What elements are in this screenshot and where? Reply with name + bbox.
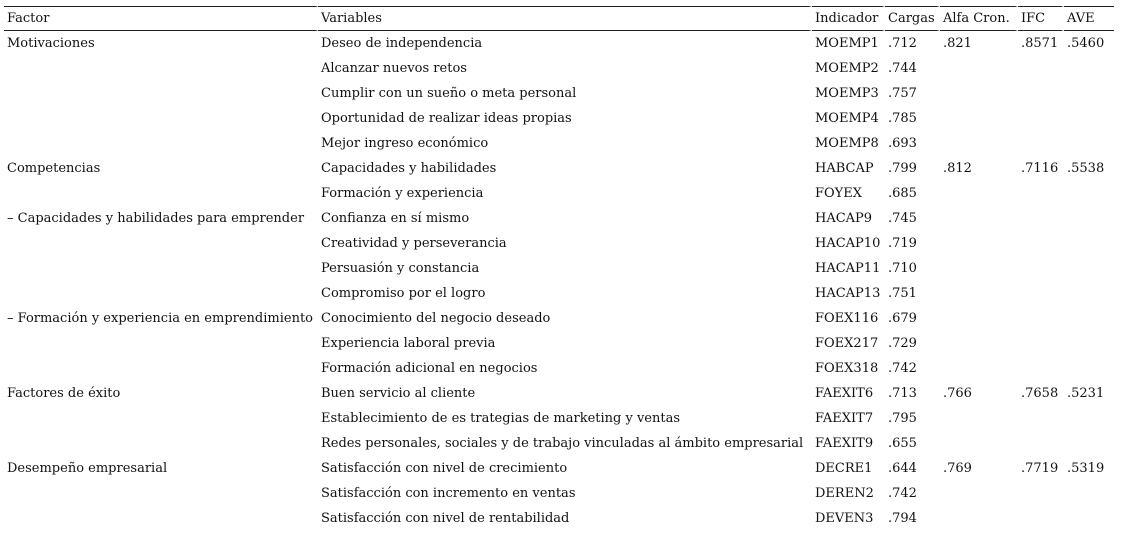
header-row (4, 6, 1114, 31)
cell-ave (1064, 306, 1114, 331)
cell-indicador: FAEXIT6 (815, 386, 874, 401)
cell-carga: .655 (888, 436, 917, 451)
cell-ifc: .8571 (1021, 36, 1059, 51)
cell-alfa-cron (940, 231, 1018, 256)
cell-carga: .679 (888, 311, 917, 326)
table-row (4, 406, 1114, 431)
cell-alfa-cron (940, 481, 1018, 506)
cell-ave (1064, 106, 1114, 131)
cell-factor (4, 331, 318, 356)
table-row (4, 431, 1114, 456)
cell-ave (1064, 181, 1114, 206)
table-row (4, 381, 1114, 406)
cell-ave (1064, 356, 1114, 381)
table-row (4, 356, 1114, 381)
cell-variable: Oportunidad de realizar ideas propias (321, 111, 572, 126)
cell-ave (1064, 131, 1114, 156)
cell-carga: .795 (888, 411, 917, 426)
cell-indicador: MOEMP2 (815, 61, 879, 76)
cell-variable: Formación adicional en negocios (321, 361, 538, 376)
cell-ave (1064, 231, 1114, 256)
cell-ave (1064, 81, 1114, 106)
cell-carga: .710 (888, 261, 917, 276)
cell-alfa-cron (940, 256, 1018, 281)
cell-variable: Mejor ingreso económico (321, 136, 489, 151)
cell-alfa-cron (940, 181, 1018, 206)
cell-carga: .644 (888, 461, 917, 476)
cell-factor (4, 106, 318, 131)
cell-indicador: HACAP9 (815, 211, 873, 226)
cell-carga: .713 (888, 386, 917, 401)
cell-factor: – Formación y experiencia en emprendimiento (7, 311, 314, 326)
cell-variable: Alcanzar nuevos retos (321, 61, 467, 76)
cell-indicador: MOEMP3 (815, 86, 879, 101)
table-row (4, 206, 1114, 231)
cell-ave (1064, 431, 1114, 456)
cell-variable: Creatividad y perseverancia (321, 236, 507, 251)
cell-variable: Experiencia laboral previa (321, 336, 496, 351)
cell-variable: Buen servicio al cliente (321, 386, 476, 401)
cell-alfa-cron (940, 81, 1018, 106)
cell-carga: .729 (888, 336, 917, 351)
cell-ave: .5231 (1067, 386, 1105, 401)
cell-alfa-cron: .821 (943, 36, 972, 51)
cell-alfa-cron: .766 (943, 386, 972, 401)
cell-ifc: .7116 (1021, 161, 1059, 176)
cell-ifc (1018, 206, 1064, 231)
cell-factor (4, 481, 318, 506)
cell-ave: .5460 (1067, 36, 1105, 51)
cell-ave (1064, 481, 1114, 506)
cell-alfa-cron (940, 281, 1018, 306)
cell-indicador: FOYEX (815, 186, 863, 201)
cell-indicador: FAEXIT7 (815, 411, 874, 426)
table-row (4, 456, 1114, 481)
cell-indicador: MOEMP1 (815, 36, 879, 51)
cell-factor: – Capacidades y habilidades para emprender (7, 211, 305, 226)
cell-alfa-cron: .812 (943, 161, 972, 176)
cell-ifc (1018, 331, 1064, 356)
table-row (4, 31, 1114, 56)
cell-factor (4, 406, 318, 431)
cell-indicador: MOEMP8 (815, 136, 879, 151)
cell-factor (4, 231, 318, 256)
table-row (4, 56, 1114, 81)
cell-ifc (1018, 256, 1064, 281)
header-ifc: IFC (1018, 6, 1064, 31)
cell-ave: .5319 (1067, 461, 1105, 476)
cell-variable: Redes personales, sociales y de trabajo vinculadas al ámbito empresarial (321, 436, 804, 451)
cell-factor: Desempeño empresarial (7, 461, 168, 476)
cell-factor: Motivaciones (7, 36, 95, 51)
cell-ifc: .7719 (1021, 461, 1059, 476)
cell-ifc (1018, 306, 1064, 331)
cell-alfa-cron (940, 506, 1018, 531)
cell-variable: Conocimiento del negocio deseado (321, 311, 551, 326)
cell-factor (4, 356, 318, 381)
table-row (4, 81, 1114, 106)
cell-ifc (1018, 431, 1064, 456)
cell-carga: .742 (888, 486, 917, 501)
table-row (4, 181, 1114, 206)
table-row (4, 506, 1114, 531)
cell-ifc (1018, 181, 1064, 206)
cell-ifc (1018, 81, 1064, 106)
cell-variable: Satisfacción con incremento en ventas (321, 486, 576, 501)
factor-loadings-table (4, 6, 1114, 531)
table-row (4, 481, 1114, 506)
cell-ifc (1018, 231, 1064, 256)
header-factor: Factor (4, 6, 318, 31)
cell-alfa-cron: .769 (943, 461, 972, 476)
cell-factor: Competencias (7, 161, 101, 176)
cell-indicador: DEREN2 (815, 486, 874, 501)
cell-ifc: .7658 (1021, 386, 1059, 401)
cell-ifc (1018, 506, 1064, 531)
cell-carga: .685 (888, 186, 917, 201)
cell-factor (4, 506, 318, 531)
table-body (4, 31, 1114, 531)
cell-ifc (1018, 481, 1064, 506)
cell-ave (1064, 56, 1114, 81)
cell-alfa-cron (940, 356, 1018, 381)
header-variables: Variables (318, 6, 812, 31)
cell-ifc (1018, 56, 1064, 81)
cell-indicador: MOEMP4 (815, 111, 879, 126)
cell-indicador: FOEX217 (815, 336, 879, 351)
cell-alfa-cron (940, 406, 1018, 431)
cell-variable: Capacidades y habilidades (321, 161, 497, 176)
cell-carga: .757 (888, 86, 917, 101)
cell-carga: .719 (888, 236, 917, 251)
cell-indicador: FOEX116 (815, 311, 879, 326)
cell-factor (4, 81, 318, 106)
table-row (4, 231, 1114, 256)
table-row (4, 331, 1114, 356)
cell-carga: .693 (888, 136, 917, 151)
cell-ifc (1018, 106, 1064, 131)
cell-ifc (1018, 281, 1064, 306)
table-row (4, 156, 1114, 181)
cell-variable: Formación y experiencia (321, 186, 484, 201)
cell-factor (4, 431, 318, 456)
table-row (4, 256, 1114, 281)
cell-variable: Confianza en sí mismo (321, 211, 470, 226)
cell-ave (1064, 206, 1114, 231)
cell-indicador: HABCAP (815, 161, 874, 176)
cell-indicador: HACAP13 (815, 286, 881, 301)
cell-carga: .712 (888, 36, 917, 51)
cell-ave (1064, 331, 1114, 356)
header-cargas: Cargas (885, 6, 940, 31)
cell-carga: .785 (888, 111, 917, 126)
cell-alfa-cron (940, 306, 1018, 331)
cell-alfa-cron (940, 131, 1018, 156)
cell-alfa-cron (940, 206, 1018, 231)
cell-indicador: DEVEN3 (815, 511, 874, 526)
cell-carga: .745 (888, 211, 917, 226)
cell-variable: Deseo de independencia (321, 36, 483, 51)
cell-ifc (1018, 356, 1064, 381)
header-ave: AVE (1064, 6, 1114, 31)
cell-factor (4, 281, 318, 306)
cell-variable: Cumplir con un sueño o meta personal (321, 86, 577, 101)
cell-indicador: FOEX318 (815, 361, 879, 376)
header-alfa-cron: Alfa Cron. (940, 6, 1018, 31)
cell-factor (4, 56, 318, 81)
cell-variable: Compromiso por el logro (321, 286, 486, 301)
cell-alfa-cron (940, 431, 1018, 456)
cell-variable: Satisfacción con nivel de crecimiento (321, 461, 568, 476)
cell-alfa-cron (940, 56, 1018, 81)
cell-indicador: DECRE1 (815, 461, 873, 476)
cell-carga: .751 (888, 286, 917, 301)
cell-factor (4, 256, 318, 281)
cell-ifc (1018, 131, 1064, 156)
cell-variable: Persuasión y constancia (321, 261, 480, 276)
cell-ave (1064, 506, 1114, 531)
header-indicador: Indicador (812, 6, 885, 31)
cell-variable: Establecimiento de es trategias de marketing y ventas (321, 411, 681, 426)
table-row (4, 131, 1114, 156)
cell-indicador: HACAP10 (815, 236, 881, 251)
table-row (4, 281, 1114, 306)
cell-ifc (1018, 406, 1064, 431)
cell-ave: .5538 (1067, 161, 1105, 176)
cell-ave (1064, 256, 1114, 281)
cell-factor (4, 181, 318, 206)
cell-factor (4, 131, 318, 156)
table-header (4, 6, 1114, 31)
cell-factor: Factores de éxito (7, 386, 121, 401)
cell-ave (1064, 406, 1114, 431)
cell-carga: .794 (888, 511, 917, 526)
cell-indicador: FAEXIT9 (815, 436, 874, 451)
cell-alfa-cron (940, 106, 1018, 131)
cell-alfa-cron (940, 331, 1018, 356)
cell-ave (1064, 281, 1114, 306)
cell-carga: .799 (888, 161, 917, 176)
cell-variable: Satisfacción con nivel de rentabilidad (321, 511, 570, 526)
table-row (4, 106, 1114, 131)
cell-indicador: HACAP11 (815, 261, 881, 276)
cell-carga: .742 (888, 361, 917, 376)
table-row (4, 306, 1114, 331)
cell-carga: .744 (888, 61, 917, 76)
